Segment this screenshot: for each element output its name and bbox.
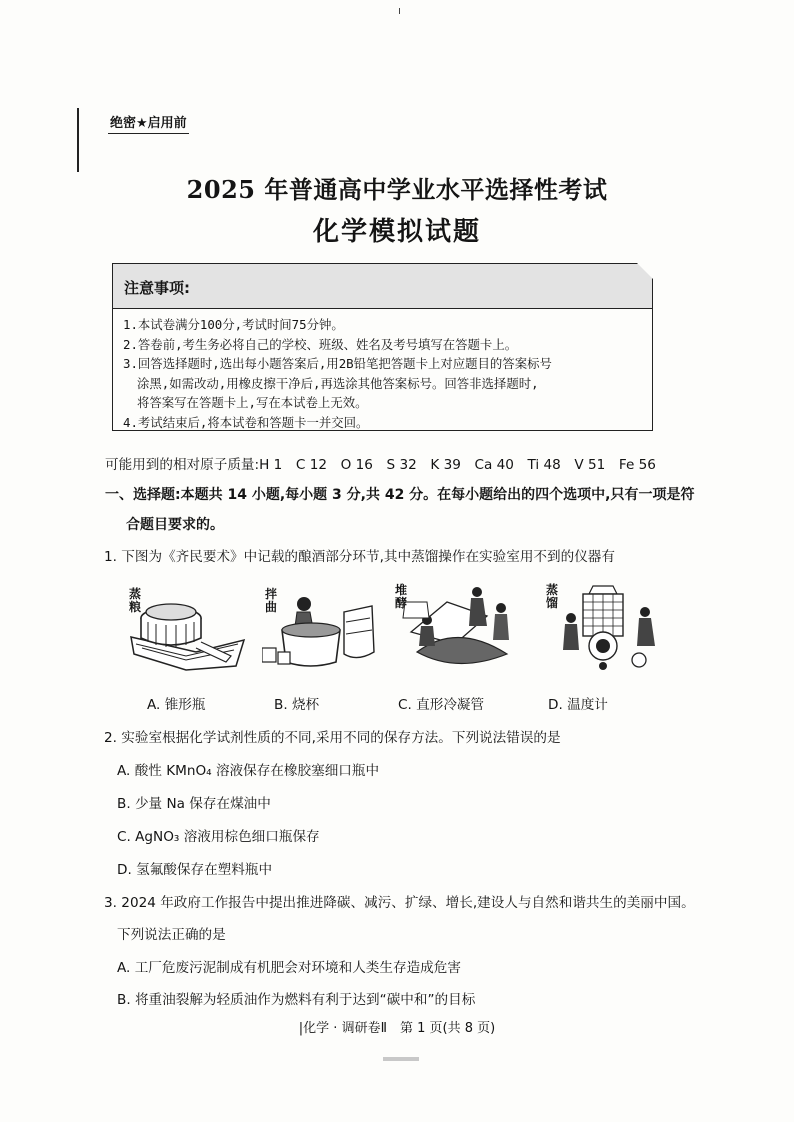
figure-distilling [543, 582, 665, 672]
q1-option-b: B. 烧杯 [274, 697, 320, 713]
notice-item: 1.本试卷满分100分,考试时间75分钟。 [123, 317, 344, 332]
q1-option-a: A. 锥形瓶 [147, 697, 206, 713]
notice-box [112, 263, 653, 431]
figure-label: 堆酵 [395, 583, 408, 610]
exam-subtitle: 化学模拟试题 [312, 217, 481, 247]
page-footer: |化学 · 调研卷Ⅱ 第 1 页(共 8 页) [298, 1021, 496, 1036]
q1-stem: 1. 下图为《齐民要术》中记载的酿酒部分环节,其中蒸馏操作在实验室用不到的仪器有 [104, 549, 615, 565]
q2-option-a: A. 酸性 KMnO₄ 溶液保存在橡胶塞细口瓶中 [117, 763, 380, 779]
q1-option-d: D. 温度计 [548, 697, 608, 713]
q3-stem-cont: 下列说法正确的是 [117, 927, 226, 943]
confidential-mark: 绝密★启用前 [108, 112, 189, 134]
figure-label: 蒸馏 [546, 583, 559, 610]
steamer-illustration [126, 582, 248, 672]
notice-item-continued: 将答案写在答题卡上,写在本试卷上无效。 [137, 395, 368, 410]
figure-pile-fermenting [397, 582, 519, 672]
exam-title: 2025 年普通高中学业水平选择性考试 [186, 175, 608, 204]
q3-stem: 3. 2024 年政府工作报告中提出推进降碳、减污、扩绿、增长,建设人与自然和谐共生的美丽中国。 [104, 895, 695, 911]
figure-label: 拌曲 [265, 587, 278, 614]
mixing-illustration [262, 582, 384, 672]
q2-option-b: B. 少量 Na 保存在煤油中 [117, 796, 271, 812]
notice-corner-cut [636, 262, 654, 280]
distilling-illustration [543, 582, 665, 672]
figure-label: 蒸粮 [129, 587, 142, 614]
binding-margin-line [77, 108, 79, 172]
atomic-masses: 可能用到的相对原子质量:H 1 C 12 O 16 S 32 K 39 Ca 40 Ti 48 V 51 Fe 56 [105, 457, 656, 473]
q2-option-d: D. 氢氟酸保存在塑料瓶中 [117, 862, 273, 878]
q2-option-c: C. AgNO₃ 溶液用棕色细口瓶保存 [117, 829, 320, 845]
q3-option-b: B. 将重油裂解为轻质油作为燃料有利于达到“碳中和”的目标 [117, 992, 476, 1008]
notice-item: 2.答卷前,考生务必将自己的学校、班级、姓名及考号填写在答题卡上。 [123, 336, 518, 352]
q2-stem: 2. 实验室根据化学试剂性质的不同,采用不同的保存方法。下列说法错误的是 [104, 730, 561, 746]
section1-heading: 一、选择题:本题共 14 小题,每小题 3 分,共 42 分。在每小题给出的四个选项中,只有一项是符 [105, 487, 695, 503]
notice-header [113, 264, 652, 309]
notice-heading: 注意事项: [124, 279, 190, 297]
notice-item: 4.考试结束后,将本试卷和答题卡一并交回。 [123, 414, 369, 430]
fermenting-illustration [397, 582, 519, 672]
q3-option-a: A. 工厂危废污泥制成有机肥会对环境和人类生存造成危害 [117, 960, 461, 976]
figure-steaming-grain [126, 582, 248, 672]
notice-item: 3.回答选择题时,选出每小题答案后,用2B铅笔把答题卡上对应题目的答案标号 [123, 356, 552, 371]
scan-smudge [383, 1057, 419, 1061]
notice-body [113, 309, 652, 432]
section1-heading-cont: 合题目要求的。 [126, 517, 224, 533]
q1-option-c: C. 直形冷凝管 [398, 697, 485, 713]
notice-item-continued: 涂黑,如需改动,用橡皮擦干净后,再选涂其他答案标号。回答非选择题时, [137, 375, 539, 391]
figure-mixing-yeast [262, 582, 384, 672]
scan-mark [399, 8, 400, 14]
